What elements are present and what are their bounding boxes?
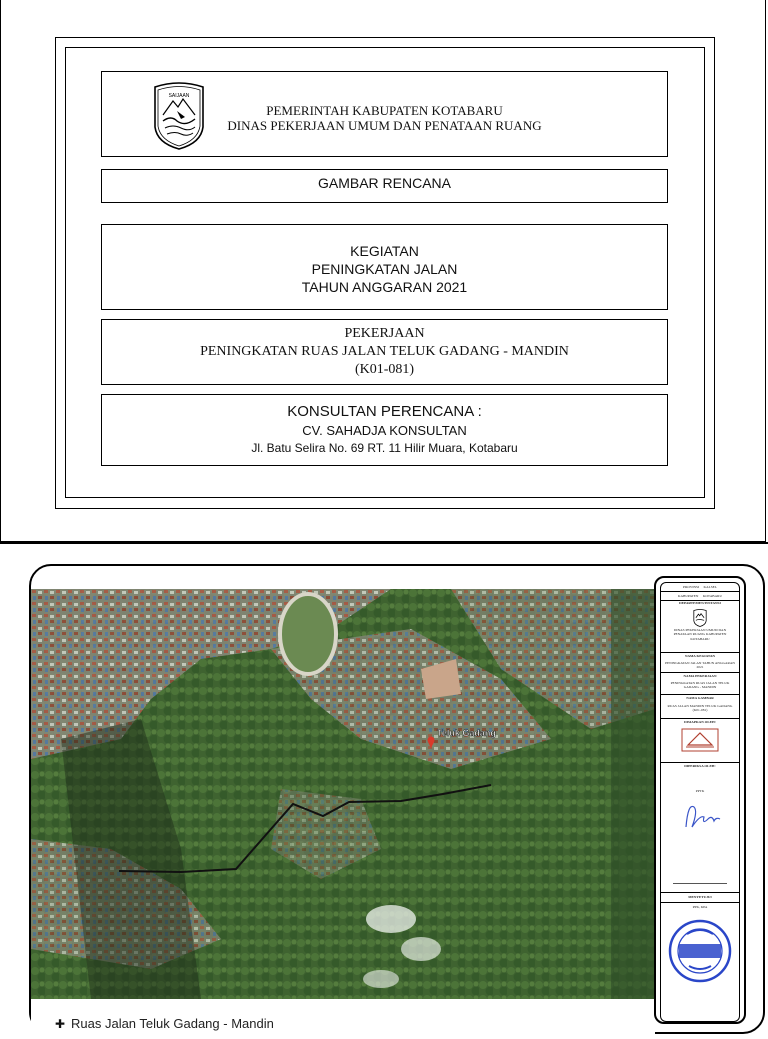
tb-kegiatan: NAMA KEGIATAN PENINGKATAN JALAN TAHUN ANGGARAN 2021: [661, 653, 739, 673]
kegiatan-name: PENINGKATAN JALAN: [311, 261, 458, 277]
tb-disiapkan: DISIAPKAN OLEH:: [661, 719, 739, 763]
header-box: [101, 71, 668, 157]
pekerjaan-code: (K01-081): [354, 362, 415, 377]
tb-provinsi: PROVINSI KALSEL: [661, 583, 739, 592]
tb-menyetujui: MENYETUJUI: [661, 893, 739, 903]
svg-text:SAIJAAN: SAIJAAN: [168, 93, 190, 99]
drawing-type: GAMBAR RENCANA: [317, 175, 452, 191]
header-line-2: DINAS PEKERJAAN UMUM DAN PENATAAN RUANG: [227, 118, 542, 133]
legend-label: Ruas Jalan Teluk Gadang - Mandin: [71, 1016, 274, 1031]
pekerjaan-label: PEKERJAAN: [344, 326, 425, 341]
konsultan-name: CV. SAHADJA KONSULTAN: [302, 423, 467, 438]
header-line-1: PEMERINTAH KABUPATEN KOTABARU: [266, 103, 503, 118]
map-legend: [31, 999, 655, 1039]
official-stamp-icon: [667, 918, 733, 984]
tb-approval: PPK, KPA: [661, 903, 739, 1013]
kotabaru-emblem-small-icon: [692, 609, 708, 627]
tb-gambar: NAMA GAMBAR RUAS JALAN MANDIN TELUK GADANG (K01-081): [661, 695, 739, 719]
kegiatan-label: KEGIATAN: [350, 243, 419, 259]
tb-pekerjaan: NAMA PEKERJAAN PENINGKATAN RUAS JALAN TELUK GADANG - MANDIN: [661, 673, 739, 695]
kegiatan-box: [101, 224, 668, 310]
kegiatan-year: TAHUN ANGGARAN 2021: [301, 279, 468, 295]
place-label: Teluk Gadang: [437, 728, 496, 738]
drawing-type-box: [101, 169, 668, 203]
tb-instansi: DEPARTEMEN/INSTANSI DINAS PEKERJAAN UMUM DAN PENATAAN RUANG KABUPATEN KOTABARU: [661, 601, 739, 653]
signature-icon: [678, 797, 722, 837]
tb-kabupaten: KABUPATEN KOTABARU: [661, 592, 739, 601]
pekerjaan-name: PENINGKATAN RUAS JALAN TELUK GADANG - MANDIN: [200, 344, 569, 359]
konsultan-label: KONSULTAN PERENCANA :: [287, 403, 482, 420]
pekerjaan-box: [101, 319, 668, 385]
konsultan-address: Jl. Batu Selira No. 69 RT. 11 Hilir Muara, Kotabaru: [251, 441, 518, 455]
tb-diperiksa: DIPERIKSA OLEH: PPTK: [661, 763, 739, 893]
title-block: [654, 576, 746, 1024]
konsultan-box: [101, 394, 668, 466]
title-block-inner: [660, 582, 740, 1022]
consultant-stamp-icon: [680, 727, 720, 753]
satellite-map[interactable]: [31, 589, 655, 999]
route-legend-icon: ✚: [55, 1017, 66, 1031]
map-page: [0, 544, 768, 1031]
